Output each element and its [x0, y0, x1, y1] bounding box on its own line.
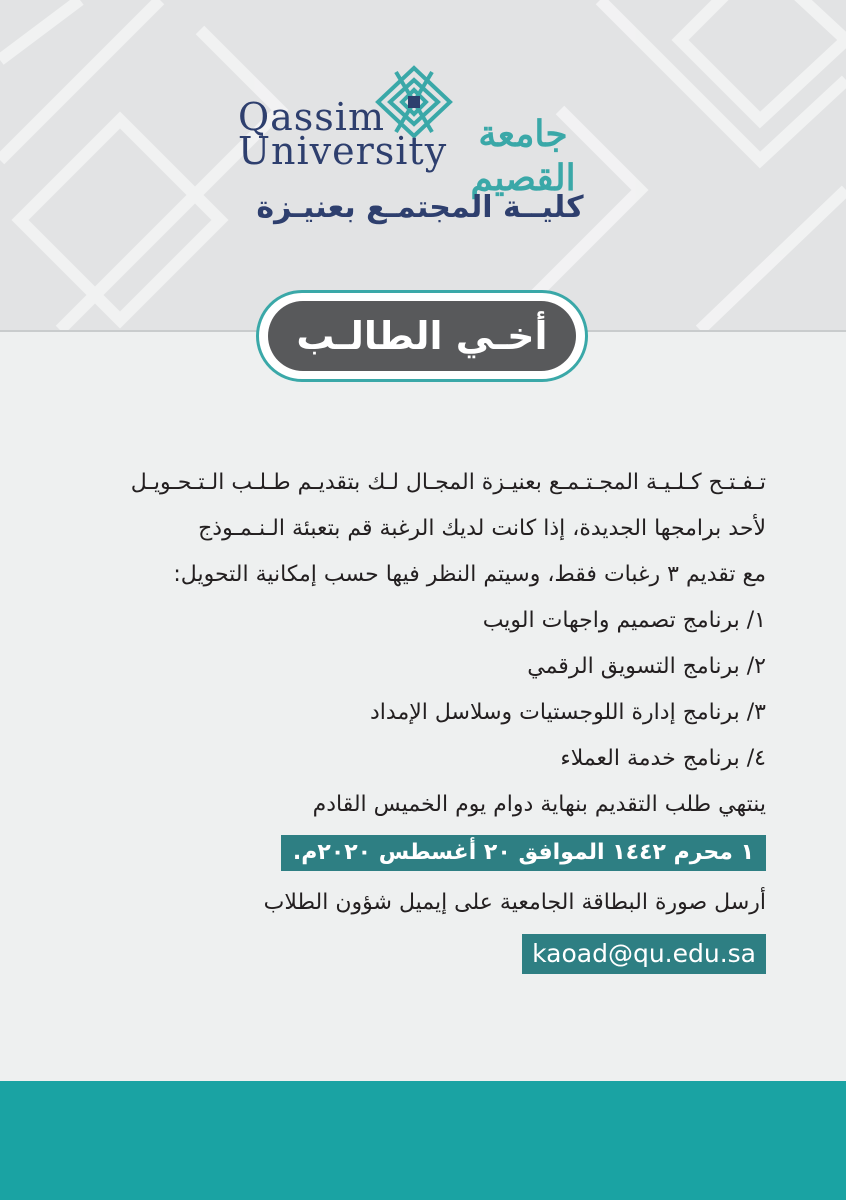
university-name-ar: جامعة القصيم	[470, 113, 576, 199]
program-item: ٤/ برنامج خدمة العملاء	[560, 746, 766, 771]
deadline-text: ينتهي طلب التقديم بنهاية دوام يوم الخميس القادم	[312, 792, 766, 817]
university-name-en	[238, 95, 448, 173]
intro-line: لأحد برامجها الجديدة، إذا كانت لديك الرغبة قم بتعبئة الـنـمـوذج	[198, 516, 766, 541]
footer-band	[0, 1081, 846, 1200]
program-item: ٣/ برنامج إدارة اللوجستيات وسلاسل الإمداد	[369, 700, 766, 725]
intro-line: مع تقديم ٣ رغبات فقط، وسيتم النظر فيها حسب إمكانية التحويل:	[173, 562, 766, 587]
program-item: ١/ برنامج تصميم واجهات الويب	[482, 608, 766, 633]
college-name: كليــة المجتمـع بعنيـزة	[256, 190, 584, 225]
contact-email[interactable]: kaoad@qu.edu.sa	[522, 934, 766, 974]
email-row	[80, 928, 766, 980]
logo-en-line2: University	[238, 129, 448, 173]
page-title: أخـي الطالـب	[268, 301, 576, 371]
program-item: ٢/ برنامج التسويق الرقمي	[527, 654, 766, 679]
deadline-date-row	[80, 830, 766, 878]
announcement-body	[80, 460, 766, 980]
send-instruction: أرسل صورة البطاقة الجامعية على إيميل شؤون الطلاب	[263, 890, 766, 915]
logo-en-line1: Qassim	[238, 95, 385, 139]
deadline-date: ١ محرم ١٤٤٢ الموافق ٢٠ أغسطس ٢٠٢٠م.	[281, 835, 766, 871]
intro-line: تـفـتـح كـلـيـة المجـتـمـع بعنيـزة المجـال لـك بتقديـم طـلـب الـتـحـويـل	[130, 470, 766, 495]
